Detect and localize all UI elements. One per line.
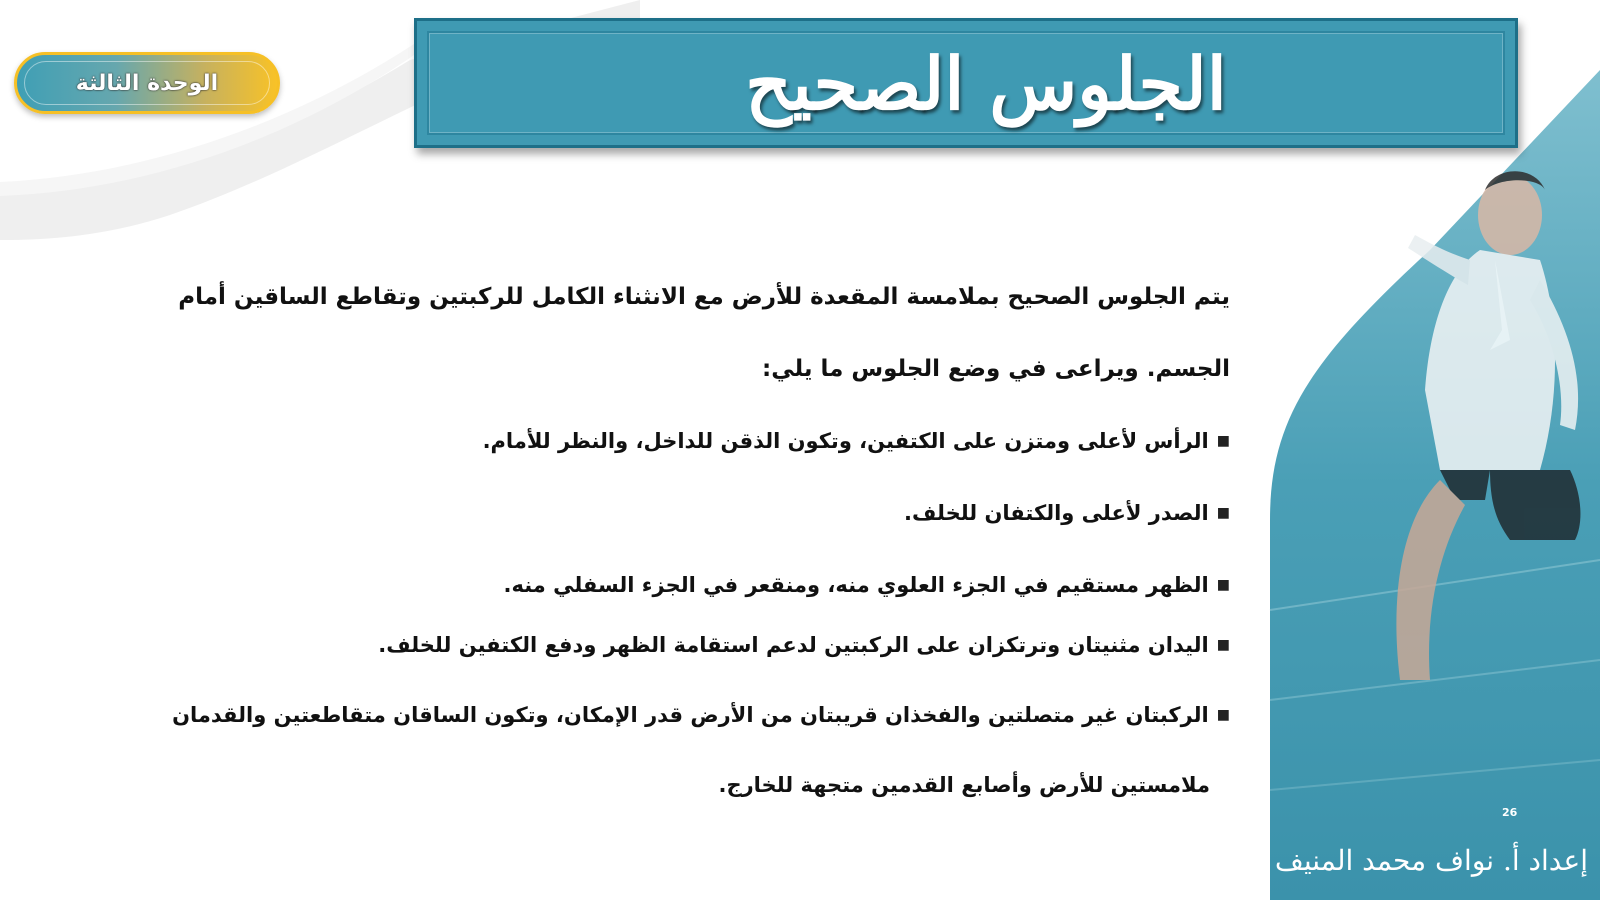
list-item-text: الظهر مستقيم في الجزء العلوي منه، ومنقعر في الجزء السفلي منه. bbox=[503, 573, 1209, 597]
page-number: 26 bbox=[1502, 806, 1518, 819]
square-bullet-icon: ■ bbox=[1216, 577, 1230, 593]
list-item-text: اليدان مثنيتان وترتكزان على الركبتين لدعم استقامة الظهر ودفع الكتفين للخلف. bbox=[378, 633, 1209, 657]
unit-badge-label: الوحدة الثالثة bbox=[75, 70, 219, 96]
square-bullet-icon: ■ bbox=[1216, 433, 1230, 449]
author-credit: إعداد أ. نواف محمد المنيف bbox=[1274, 844, 1588, 877]
list-item bbox=[378, 630, 1230, 660]
list-item bbox=[172, 700, 1230, 730]
title-banner bbox=[414, 18, 1518, 148]
list-item-text: الرأس لأعلى ومتزن على الكتفين، وتكون الذقن للداخل، والنظر للأمام. bbox=[482, 429, 1209, 453]
page-title: الجلوس الصحيح bbox=[745, 40, 1227, 126]
list-item bbox=[483, 426, 1230, 456]
list-item-continuation: ملامستين للأرض وأصابع القدمين متجهة للخارج. bbox=[718, 773, 1210, 797]
square-bullet-icon: ■ bbox=[1216, 707, 1230, 723]
unit-badge bbox=[14, 52, 280, 114]
list-item bbox=[904, 498, 1230, 528]
list-item bbox=[504, 570, 1230, 600]
square-bullet-icon: ■ bbox=[1216, 637, 1230, 653]
square-bullet-icon: ■ bbox=[1216, 505, 1230, 521]
intro-line-2: الجسم. ويراعى في وضع الجلوس ما يلي: bbox=[762, 356, 1230, 382]
list-item-text: الركبتان غير متصلتين والفخذان قريبتان من الأرض قدر الإمكان، وتكون الساقان متقاطعتين والقدمان bbox=[172, 703, 1209, 727]
intro-line-1: يتم الجلوس الصحيح بملامسة المقعدة للأرض مع الانثناء الكامل للركبتين وتقاطع الساقين أمام bbox=[178, 284, 1230, 310]
list-item-text: الصدر لأعلى والكتفان للخلف. bbox=[904, 501, 1209, 525]
